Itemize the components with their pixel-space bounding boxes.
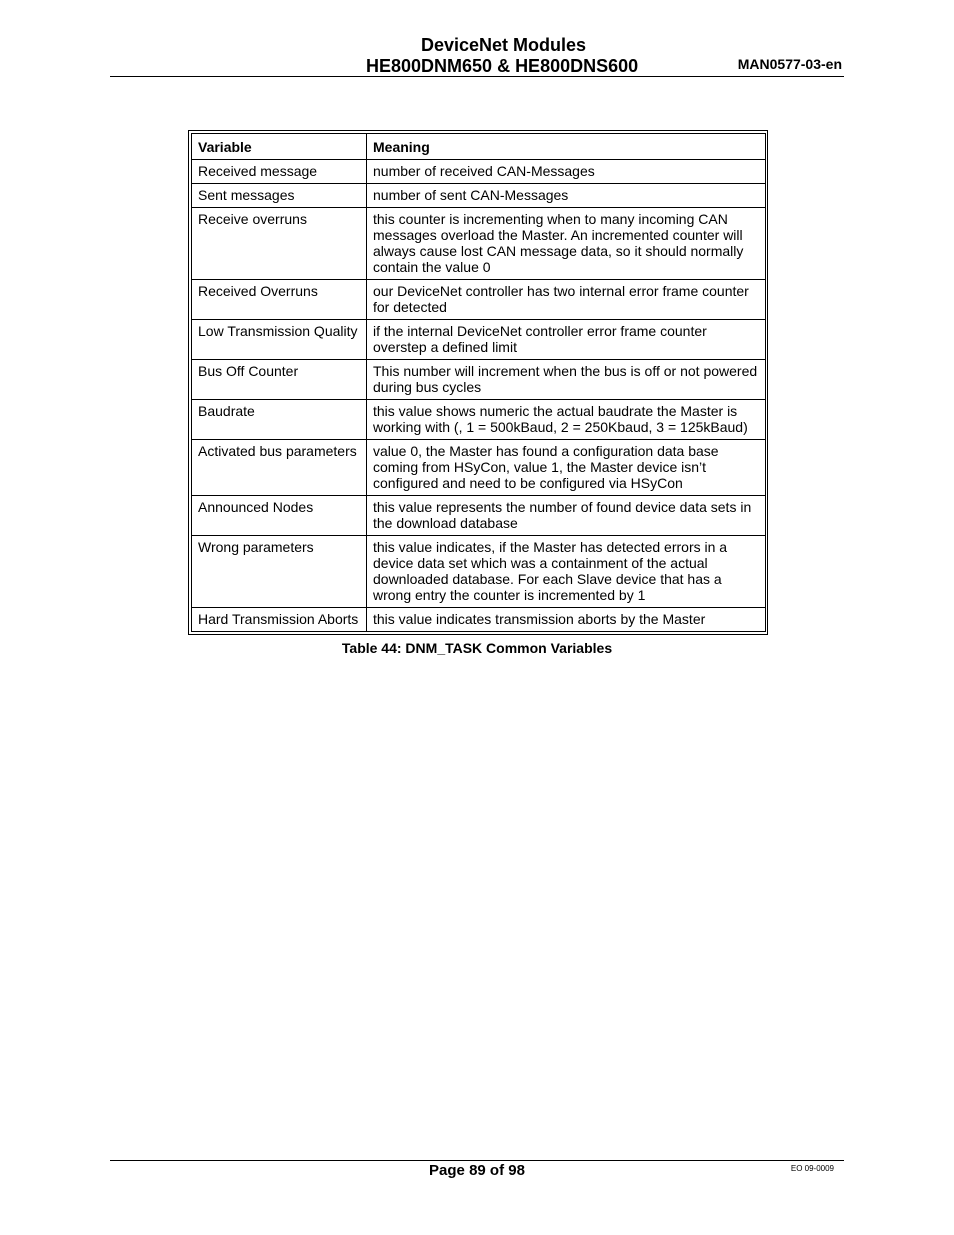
meaning-cell: this value indicates, if the Master has detected errors in a device data set which was a containment of the actual downloaded database. For each Slave device that has a wrong entry the counter is incremented by 1 [367, 536, 766, 608]
meaning-cell: number of sent CAN-Messages [367, 184, 766, 208]
page-footer [110, 1160, 844, 1179]
meaning-cell: this value represents the number of found device data sets in the download database [367, 496, 766, 536]
table-row [192, 320, 766, 360]
variable-cell: Hard Transmission Aborts [192, 608, 367, 632]
table-row [192, 440, 766, 496]
column-header-meaning: Meaning [367, 134, 766, 160]
table-row [192, 496, 766, 536]
variable-cell: Announced Nodes [192, 496, 367, 536]
variable-cell: Baudrate [192, 400, 367, 440]
variables-table-frame [188, 130, 768, 635]
table-caption: Table 44: DNM_TASK Common Variables [341, 640, 613, 656]
document-number: MAN0577-03-en [737, 56, 842, 72]
column-header-variable: Variable [192, 134, 367, 160]
page-header [110, 0, 844, 77]
meaning-cell: This number will increment when the bus is off or not powered during bus cycles [367, 360, 766, 400]
variable-cell: Low Transmission Quality [192, 320, 367, 360]
variable-cell: Received message [192, 160, 367, 184]
meaning-cell: number of received CAN-Messages [367, 160, 766, 184]
meaning-cell: if the internal DeviceNet controller error frame counter overstep a defined limit [367, 320, 766, 360]
variable-cell: Activated bus parameters [192, 440, 367, 496]
eo-number: EO 09-0009 [790, 1164, 834, 1173]
variable-cell: Receive overruns [192, 208, 367, 280]
page-number: Page 89 of 98 [429, 1162, 525, 1179]
title-line-1: DeviceNet Modules [421, 35, 587, 55]
meaning-cell: this value indicates transmission aborts by the Master [367, 608, 766, 632]
table-row [192, 208, 766, 280]
meaning-cell: value 0, the Master has found a configuration data base coming from HSyCon, value 1, the Master device isn’t configured and need to be configured via HSyCon [367, 440, 766, 496]
variables-table [191, 133, 766, 632]
variable-cell: Wrong parameters [192, 536, 367, 608]
meaning-cell: our DeviceNet controller has two internal error frame counter for detected [367, 280, 766, 320]
table-row [192, 280, 766, 320]
table-row [192, 536, 766, 608]
table-row [192, 360, 766, 400]
meaning-cell: this value shows numeric the actual baudrate the Master is working with (, 1 = 500kBaud, 2 = 250Kbaud, 3 = 125kBaud) [367, 400, 766, 440]
table-row [192, 608, 766, 632]
variable-cell: Bus Off Counter [192, 360, 367, 400]
table-row [192, 400, 766, 440]
table-row [192, 184, 766, 208]
table-header-row [192, 134, 766, 160]
meaning-cell: this counter is incrementing when to many incoming CAN messages overload the Master. An incremented counter will always cause lost CAN message data, so it should normally contain the value 0 [367, 208, 766, 280]
variable-cell: Sent messages [192, 184, 367, 208]
table-row [192, 160, 766, 184]
variable-cell: Received Overruns [192, 280, 367, 320]
title-line-2: HE800DNM650 & HE800DNS600 [366, 56, 639, 76]
